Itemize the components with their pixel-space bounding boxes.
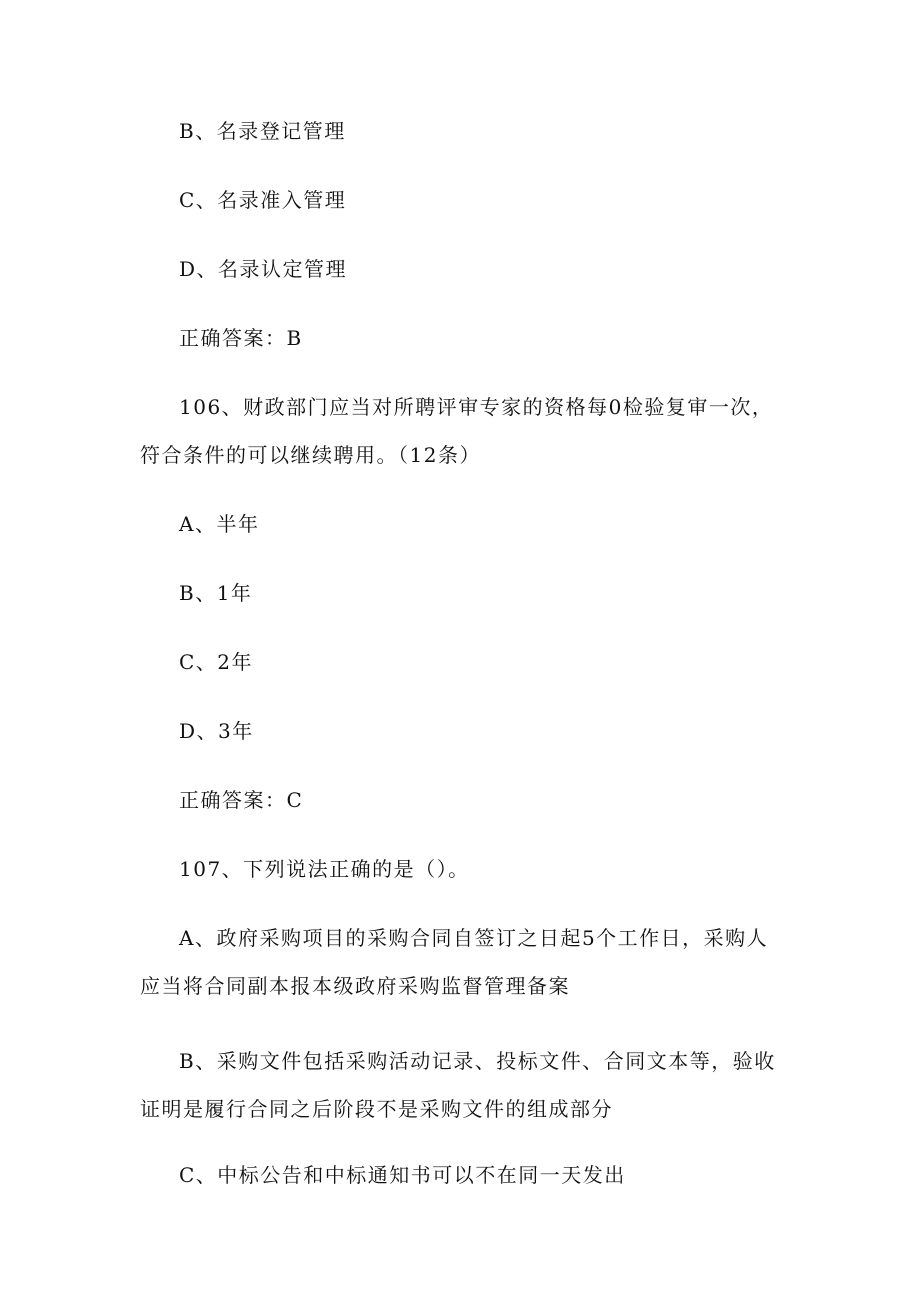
q105-answer: 正确答案：B: [179, 326, 303, 350]
q106-option-d: D、3年: [179, 719, 254, 743]
q107-stem: 107、下列说法正确的是（）。: [179, 857, 470, 881]
q105-option-c: C、名录准入管理: [179, 188, 347, 212]
q106-option-a: A、半年: [179, 512, 260, 536]
q105-option-d: D、名录认定管理: [179, 257, 348, 281]
q106-stem-line1: 106、财政部门应当对所聘评审专家的资格每0检验复审一次，: [179, 395, 774, 419]
q106-option-b: B、1年: [179, 581, 253, 605]
q107-option-a-line2: 应当将合同副本报本级政府采购监督管理备案: [140, 974, 570, 998]
q107-option-b-line2: 证明是履行合同之后阶段不是采购文件的组成部分: [140, 1097, 613, 1121]
q107-option-b-line1: B、采购文件包括采购活动记录、投标文件、合同文本等，验收: [179, 1049, 776, 1073]
q107-option-c: C、中标公告和中标通知书可以不在同一天发出: [179, 1163, 626, 1187]
q106-stem-line2: 符合条件的可以继续聘用。（12条）: [140, 443, 481, 467]
q107-option-a-line1: A、政府采购项目的采购合同自签订之日起5个工作日，采购人: [179, 926, 769, 950]
q106-option-c: C、2年: [179, 650, 254, 674]
q106-answer: 正确答案：C: [179, 788, 304, 812]
q105-option-b: B、名录登记管理: [179, 119, 346, 143]
